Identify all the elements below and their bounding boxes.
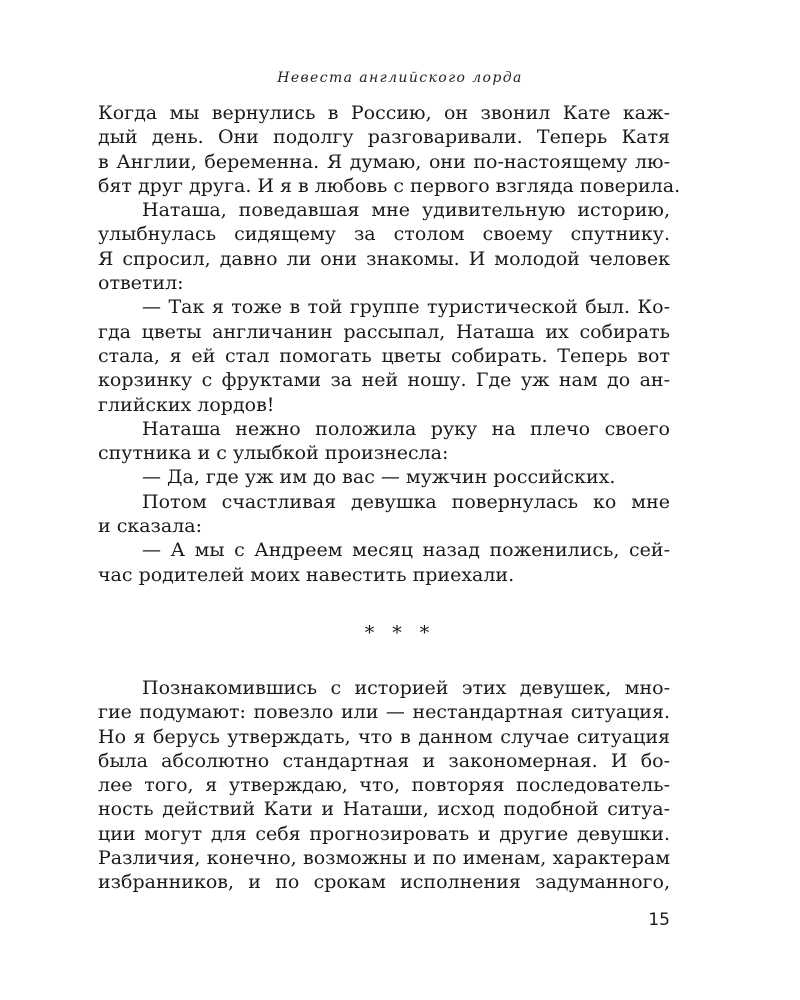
text-line: Когда мы вернулись в Россию, он звонил Кате каж-	[98, 102, 670, 124]
text-line: час родителей моих навестить приехали.	[98, 563, 515, 586]
text-line: — Так я тоже в той группе туристической был. Ко-	[142, 296, 670, 319]
text-line: бят друг друга. И я в любовь с первого взгляда поверила.	[98, 174, 681, 197]
text-line: ответил:	[98, 272, 184, 295]
text-line: Наташа нежно положила руку на плечо своего	[142, 417, 670, 440]
text-line: — Да, где уж им до вас — мужчин российских.	[142, 466, 616, 489]
page-number: 15	[648, 910, 670, 930]
text-line: ность действий Кати и Наташи, исход подобной ситуа-	[98, 798, 670, 821]
text-line: корзинку с фруктами за ней ношу. Где уж нам до ан-	[98, 369, 670, 392]
text-line: гда цветы англичанин рассыпал, Наташа их собирать	[98, 320, 670, 343]
text-line: ции могут для себя прогнозировать и другие девушки.	[98, 822, 670, 845]
text-line: избранников, и по срокам исполнения задуманного,	[98, 871, 670, 894]
text-line: была абсолютно стандартная и закономерная. И бо-	[98, 749, 670, 772]
text-line: Но я берусь утверждать, что в данном случае ситуация	[98, 725, 670, 748]
text-line: гие подумают: повезло или — нестандартная ситуация.	[98, 701, 670, 724]
text-line: дый день. Они подолгу разговаривали. Теперь Катя	[98, 126, 670, 149]
text-line: Наташа, поведавшая мне удивительную историю,	[142, 199, 670, 222]
text-line: Потом счастливая девушка повернулась ко мне	[142, 490, 670, 513]
text-line: — А мы с Андреем месяц назад поженились, сей-	[142, 539, 670, 562]
text-line: Я спросил, давно ли они знакомы. И молодой человек	[98, 247, 670, 270]
text-block-2	[98, 676, 670, 895]
text-line: глийских лордов!	[98, 393, 275, 416]
section-separator: * * *	[364, 622, 436, 644]
text-line: лее того, я утверждаю, что, повторяя последователь-	[98, 774, 670, 797]
running-head: Невеста английского лорда	[277, 70, 523, 86]
text-line: спутника и с улыбкой произнесла:	[98, 442, 449, 465]
text-block-1	[98, 101, 681, 587]
text-line: улыбнулась сидящему за столом своему спутнику.	[98, 223, 670, 246]
text-line: и сказала:	[98, 515, 203, 538]
text-line: стала, я ей стал помогать цветы собирать. Теперь вот	[98, 344, 670, 367]
text-line: в Англии, беременна. Я думаю, они по-настоящему лю-	[98, 150, 670, 173]
text-line: Различия, конечно, возможны и по именам, характерам	[98, 847, 670, 870]
text-line: Познакомившись с историей этих девушек, мно-	[142, 677, 670, 699]
